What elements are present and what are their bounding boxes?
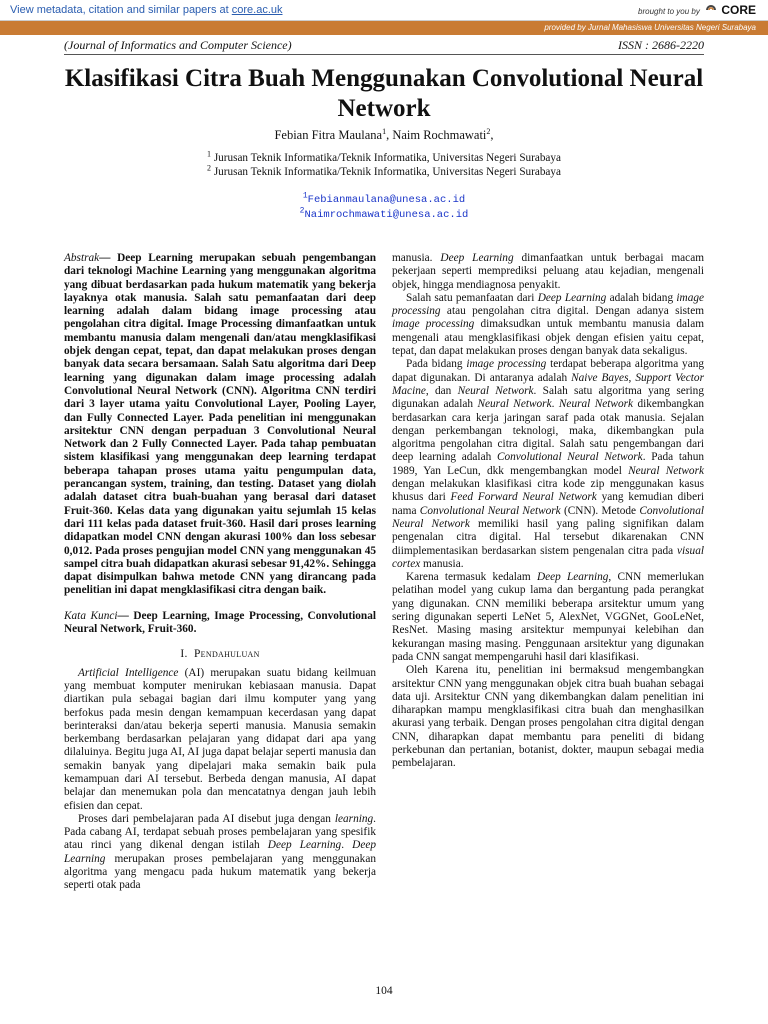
affiliation-1-text: Jurusan Teknik Informatika/Teknik Informatika, Universitas Negeri Surabaya: [213, 152, 561, 164]
right-paragraph-1: [392, 252, 704, 292]
author-2: Naim Rochmawati: [392, 128, 487, 142]
core-logo-icon: [706, 5, 716, 15]
p2-text-d: merupakan proses pembelajaran yang menggunakan algoritma yang mengacu pada hukum matematik yang bekerja seperti otak pada: [64, 852, 376, 892]
p2-em-2: Deep Learning: [267, 839, 342, 852]
keywords: [64, 610, 376, 637]
p2-text-a: Proses dari pembelajaran pada AI disebut juga dengan: [78, 812, 335, 825]
author-1: Febian Fitra Maulana: [274, 128, 383, 142]
right-paragraph-2: [392, 292, 704, 358]
core-logo-text: CORE: [721, 3, 756, 17]
keywords-text: — Deep Learning, Image Processing, Convolutional Neural Network, Fruit-360.: [64, 609, 376, 636]
p1-text: (AI) merupakan suatu bidang keilmuan yang membuat komputer menirukan kebiasaan manusia. Dapat diartikan pula sebagai bagian dari ilmu komputer yang yang berfokus pada mesin dengan kemampuan kecerdasan yang dapat berinteraksi dan/atau bekerja seperti manusia. Manusia semakin berkembang berdasarkan pelajaran yang didapat dari apa yang dilaluinya. Begitu juga AI, AI juga dapat belajar seperti manusia dan semakin banyak yang dipelajari maka semakin baik pula kemampuan dari AI tersebut. Berbeda dengan manusia, AI dapat belajar dan menemukan pola dan mencatatnya dengan jauh lebih efisien dan cepat.: [64, 666, 376, 812]
abstract: [64, 252, 376, 598]
r3-text-k: (CNN). Metode: [560, 504, 640, 517]
r2-text-c: atau pengolahan citra digital. Dengan adanya sistem: [440, 305, 704, 318]
r3-em-11: Convolutional Neural Network: [392, 504, 704, 530]
core-link[interactable]: core.ac.uk: [231, 4, 283, 16]
r3-em-9: Feed Forward Neural Network: [450, 491, 597, 504]
r3-em-6: Neural Network: [558, 398, 634, 411]
r2-text-a: Salah satu pemanfaatan dari: [406, 291, 538, 304]
right-paragraph-3: [392, 358, 704, 571]
r3-em-8: Neural Network: [628, 464, 704, 477]
r3-text-i: dengan melakukan klasifikasi citra kode zip menggunakan kasus khusus dari: [392, 478, 704, 504]
section-heading: [64, 648, 376, 661]
core-metadata-text: View metadata, citation and similar papers at: [10, 4, 229, 16]
r4-text-b: , CNN memerlukan pelatihan model yang cukup lama dan bergantung pada perangkat yang digunakan. CNN memiliki beberapa arsitektur umum yang sering digunakan seperti LeNet 5, AlexNet, VGGNet, GooLeNet, ResNet. Masing masing arsitektur mempunyai kelebihan dan kekurangan masing masing. Penggunaan arsitektur yang digunakan pada CNN sangat mempengaruhi hasil dari klasifikasi.: [392, 571, 704, 663]
r2-text-d: dimaksudkan untuk membantu manusia dalam mengenali atau mengklasifikasi objek dengan efisien yaitu cepat, tepat, dan dapat melakukan proses dengan banyak data sekaligus.: [392, 318, 704, 358]
r1-em: Deep Learning: [440, 252, 514, 264]
r3-text-a: Pada bidang: [406, 358, 467, 371]
core-banner: [0, 0, 768, 21]
author-tail: ,: [490, 128, 494, 142]
page-number: 104: [375, 985, 393, 997]
r3-text-f: .: [551, 398, 559, 411]
affiliation-2-text: Jurusan Teknik Informatika/Teknik Informatika, Universitas Negeri Surabaya: [213, 166, 561, 178]
brought-to-you-text: brought to you by: [638, 7, 700, 16]
r3-text-d: , dan: [425, 384, 458, 397]
right-column: [392, 252, 704, 771]
intro-paragraph-2: [64, 813, 376, 893]
keywords-label: Kata Kunci: [64, 609, 118, 622]
r3-em-4: Neural Network: [457, 384, 534, 397]
p2-em-3: Deep Learning: [64, 839, 376, 865]
r3-text-c: ,: [628, 371, 636, 384]
abstract-label: Abstrak: [64, 252, 100, 264]
r3-text-b: terdapat beberapa algoritma yang dapat digunakan. Di antaranya adalah: [392, 358, 704, 384]
p1-em: Artificial Intelligence: [78, 666, 179, 679]
r1-text-a: manusia.: [392, 252, 441, 264]
email-2-text: Naimrochmawati@unesa.ac.id: [304, 209, 469, 221]
author-2-sup: 2: [486, 126, 491, 136]
section-number: I.: [180, 648, 188, 661]
r3-em-12: visual cortex: [392, 544, 704, 570]
email-1[interactable]: [0, 191, 768, 206]
p2-em-1: learning: [334, 812, 374, 825]
author-1-sup: 1: [382, 126, 387, 136]
abstract-text: — Deep Learning merupakan sebuah pengembangan dari teknologi Machine Learning yang menggunakan algoritma yang dibuat berdasarkan pada hukum matematik yang bekerja layaknya otak manusia. Salah satu pemanfaatan dari deep learning adalah dalam bidang image processing atau pengolahan citra digital. Image Processing dimanfaatkan untuk membantu manusia dalam mengenali dan/atau mengklasifikasi objek dengan cepat, tepat, dan dapat melakukan proses dengan banyak data secara bersamaan. Salah Satu algoritma dari Deep learning yang digunakan dalam image processing adalah Convolutional Neural Network (CNN). Algoritma CNN terdiri dari 3 layer utama yaitu Convolutional Layer, Pooling Layer, dan Fully Connected Layer. Pada penelitian ini menggunakan arsitektur CNN dengan perpaduan 3 Convolutional Neural Network dan 2 Fully Connected Layer. Pada tahap pembuatan sistem klasifikasi yang menggunakan deep learning terdapat beberapa tahapan proses utama yaitu pengumpulan data, perancangan system, training, dan testing. Dataset yang diolah adalah dataset citra buah-buahan yang berasal dari dataset Fruit-360. Kelas data yang digunakan yaitu sejumlah 15 kelas dari 111 kelas pada dataset fruit-360. Hasil dari proses learning didapatkan model CNN dengan akurasi 100% dan loss sebesar 0,012. Pada proses pengujian model CNN yang menggunakan 45 sampel citra buah didapatkan akurasi sebesar 91,42%. Sehingga dapat disimpulkan bahwa metode CNN yang dirancang pada penelitian ini dapat mengklasifikasi citra dengan baik.: [64, 252, 376, 597]
journal-header: [64, 38, 704, 55]
provided-by-text[interactable]: provided by Jurnal Mahasiswa Universitas Negeri Surabaya: [544, 23, 756, 32]
p2-text-c: .: [341, 839, 353, 852]
r2-text-b: adalah bidang: [606, 291, 677, 304]
author-line: [0, 128, 768, 143]
r2-em-1: Deep Learning: [537, 291, 607, 304]
core-brand[interactable]: [638, 3, 756, 17]
r1-text-b: dimanfaatkan untuk berbagai macam pekerjaan seperti memprediksi peluang atau kejadian, mengenali objek, hingga mendiagnosa penyakit.: [392, 252, 704, 291]
paper-title: Klasifikasi Citra Buah Menggunakan Convolutional Neural Network: [64, 65, 704, 122]
intro-paragraph-1: [64, 667, 376, 813]
r3-em-3: Support Vector Macine: [392, 371, 704, 397]
r3-em-7: Convolutional Neural Network: [496, 451, 643, 464]
left-column: [64, 252, 376, 893]
r3-text-j: yang kemudian diberi nama: [392, 491, 704, 517]
r2-em-2: image processing: [392, 291, 705, 318]
r3-em-2: Naive Bayes: [571, 371, 629, 384]
r3-text-h: . Pada tahun 1989, Yan LeCun, dkk mengembangkan model: [392, 451, 704, 477]
right-paragraph-4: [392, 571, 704, 664]
r3-em-1: image processing: [466, 358, 547, 371]
provided-by-bar: [0, 21, 768, 35]
r3-em-10: Convolutional Neural Network: [419, 504, 561, 517]
affiliation-2-sup: 2: [207, 163, 212, 173]
r3-text-m: manusia.: [420, 557, 464, 570]
author-separator: ,: [386, 128, 393, 142]
r3-text-l: memiliki hasil yang paling signifikan dalam pengenalan citra digital. Hal tersebut dikarenakan CNN diimplementasikan berdasarkan sistem pengenalan citra pada: [392, 517, 704, 557]
email-1-sup: 1: [302, 191, 308, 201]
affiliation-1-sup: 1: [207, 149, 212, 159]
journal-issn: ISSN : 2686-2220: [618, 38, 704, 52]
r4-em: Deep Learning: [536, 571, 609, 584]
affiliation-2: [0, 163, 768, 178]
r4-text-a: Karena termasuk kedalam: [406, 571, 537, 584]
r3-text-e: . Salah satu algoritma yang sering digunakan adalah: [392, 384, 704, 411]
p2-text-b: . Pada cabang AI, terdapat sebuah proses pembelajaran yang spesifik atau rinci yang dikenal dengan istilah: [64, 812, 376, 852]
core-metadata-notice: [10, 4, 283, 16]
section-title: Pendahuluan: [193, 648, 260, 661]
journal-name: (Journal of Informatics and Computer Science): [64, 38, 292, 52]
email-2-sup: 2: [299, 206, 305, 216]
right-paragraph-5: Oleh Karena itu, penelitian ini bermaksud mengembangkan arsitektur CNN yang menggunakan objek citra buah buahan sebagai data uji. Arsitektur CNN yang dikembangkan dalam penelitian ini diharapkan mampu mengklasifikasi citra buah dan menghasilkan akurasi yang terbaik. Dengan proses pengolahan citra digital dengan CNN, diharapkan dapat membantu para peneliti di bidang perkebunan dan pertanian, botanist, dokter, maupun sebagai media pembelajaran.: [392, 664, 704, 770]
r2-em-3: image processing: [392, 318, 475, 331]
r3-em-5: Neural Network: [477, 398, 552, 411]
affiliation-1: [0, 149, 768, 164]
email-1-text: Febianmaulana@unesa.ac.id: [307, 194, 466, 206]
r3-text-g: dikembangkan berdasarkan cara kerja jaringan saraf pada otak manusia. Sejalan dengan perkembangan teknologi, maka, dikembangkan pula algoritma pengolahan citra digital. Salah satu pengembangan dari deep learning adalah: [392, 398, 704, 464]
email-2[interactable]: [0, 206, 768, 221]
